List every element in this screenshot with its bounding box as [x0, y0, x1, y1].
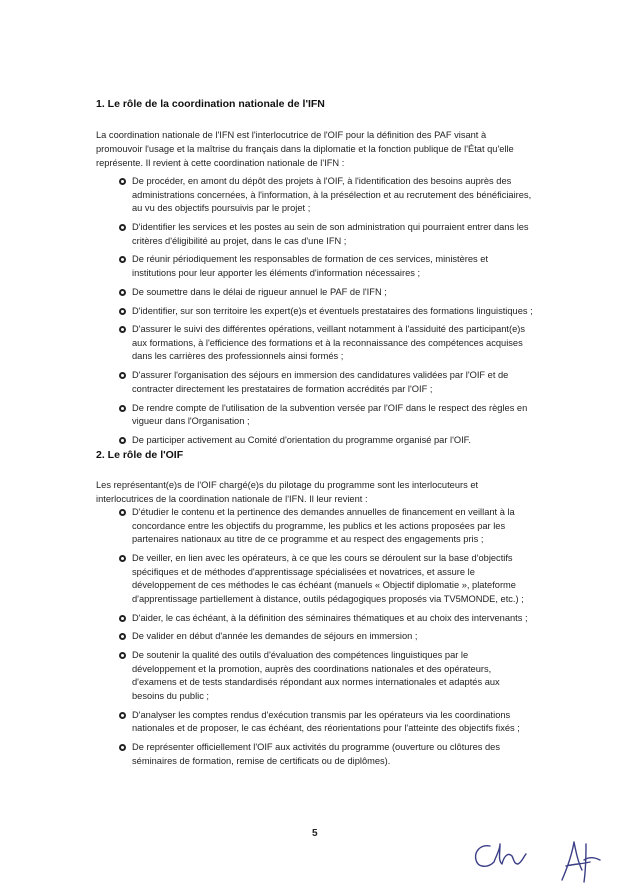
list-item — [132, 630, 534, 644]
list-item-text: De soumettre dans le délai de rigueur annuel le PAF de l'IFN ; — [132, 286, 387, 297]
bullet-icon — [119, 712, 126, 719]
list-item — [132, 434, 534, 448]
section-1-intro: La coordination nationale de l'IFN est l'interlocutrice de l'OIF pour la définition des PAF visant à promouvoir l'usage et la maîtrise du français dans la diplomatie et la fonction publique de l'État qu'elle représente. Il revient à cette coordination nationale de l'IFN : — [96, 130, 514, 168]
bullet-icon — [119, 256, 126, 263]
page-number: 5 — [312, 828, 318, 839]
list-item-text: De rendre compte de l'utilisation de la subvention versée par l'OIF dans le respect des règles en vigueur dans l'Organisation ; — [132, 402, 528, 427]
list-item — [132, 369, 534, 396]
signature-mark-icon — [556, 836, 604, 886]
list-item — [132, 506, 534, 547]
list-item — [132, 741, 534, 768]
list-item-text: D'identifier les services et les postes au sein de son administration qui pourraient entrer dans les critères d'éligibilité au projet, dans le cas d'une IFN ; — [132, 221, 529, 246]
bullet-icon — [119, 308, 126, 315]
list-item — [132, 709, 534, 736]
list-item-text: De participer activement au Comité d'orientation du programme organisé par l'OIF. — [132, 435, 471, 445]
bullet-icon — [119, 405, 126, 412]
bullet-icon — [119, 615, 126, 622]
list-item — [132, 612, 534, 626]
bullet-icon — [119, 178, 126, 185]
bullet-icon — [119, 372, 126, 379]
section-2-title: 2. Le rôle de l'OIF — [96, 449, 184, 461]
list-item — [132, 221, 534, 248]
list-item-text: D'identifier, sur son territoire les expert(e)s et éventuels prestataires des formations linguistiques ; — [132, 305, 533, 316]
list-item — [132, 175, 534, 216]
list-item — [132, 323, 534, 364]
list-item — [132, 286, 534, 300]
bullet-icon — [119, 744, 126, 751]
list-item — [132, 649, 534, 703]
bullet-icon — [119, 555, 126, 562]
list-item-text: D'analyser les comptes rendus d'exécution transmis par les opérateurs via les coordinations nationales et de proposer, le cas échéant, des réorientations pour l'atteinte des objectifs fixés ; — [132, 709, 520, 734]
list-item-text: D'étudier le contenu et la pertinence des demandes annuelles de financement en veillant à la concordance entre les objectifs du programme, les publics et les actions proposées par les partenaires nationaux au titre de ce programme et au respect des engagements pris ; — [132, 507, 515, 545]
list-item-text: De veiller, en lien avec les opérateurs, à ce que les cours se déroulent sur la base d'objectifs spécifiques et de méthodes d'apprentissage spécialisées et novatrices, et assure le développement de ces méthodes le cas échéant (manuels « Objectif diplomatie », plateforme d'apprentissage partiellement à distance, outils pédagogiques proposés via TV5MONDE, etc.) ; — [132, 552, 524, 604]
list-item-text: De représenter officiellement l'OIF aux activités du programme (ouverture ou clôtures des séminaires de formation, remise de certificats ou de diplômes). — [132, 742, 500, 766]
list-item-text: De soutenir la qualité des outils d'évaluation des compétences linguistiques par le développement et la promotion, auprès des coordinations nationales et des opérateurs, d'examens et de tests standardisés répondant aux normes internationales et adaptés aux besoins du public ; — [132, 650, 500, 701]
list-item-text: De procéder, en amont du dépôt des projets à l'OIF, à l'identification des besoins auprès des administrations concernées, à l'information, à la présélection et au recrutement des bénéficiaires, au vu des objectifs poursuivis par le projet ; — [132, 176, 532, 214]
section-1-title: 1. Le rôle de la coordination nationale de l'IFN — [96, 98, 325, 110]
bullet-icon — [119, 633, 126, 640]
bullet-icon — [119, 289, 126, 296]
list-item-text: D'aider, le cas échéant, à la définition des séminaires thématiques et au choix des intervenants ; — [132, 612, 528, 623]
list-item — [132, 552, 534, 606]
list-item-text: De réunir périodiquement les responsables de formation de ces services, ministères et institutions pour leur apporter les éléments d'information nécessaires ; — [132, 254, 489, 278]
list-item — [132, 253, 534, 280]
bullet-icon — [119, 652, 126, 659]
list-item-text: D'assurer l'organisation des séjours en immersion des candidatures validées par l'OIF et de contracter directement les prestataires de formation accrédités par l'OIF ; — [132, 370, 509, 394]
signature-initials-icon — [470, 838, 530, 872]
bullet-icon — [119, 326, 126, 333]
bullet-icon — [119, 437, 126, 444]
list-item-text: D'assurer le suivi des différentes opérations, veillant notamment à l'assiduité des participant(e)s aux formations, à l'efficience des formations et à la reconnaissance des compétences acquises dans les carrières des professionnels ainsi formés ; — [132, 324, 526, 362]
list-item — [132, 402, 534, 429]
bullet-icon — [119, 509, 126, 516]
bullet-icon — [119, 224, 126, 231]
list-item — [132, 305, 534, 319]
list-item-text: De valider en début d'année les demandes de séjours en immersion ; — [132, 631, 418, 642]
section-1-list — [132, 175, 534, 453]
section-2-list — [132, 506, 534, 773]
section-2-intro: Les représentant(e)s de l'OIF chargé(e)s du pilotage du programme sont les interlocuteurs et interlocutrices de la coordination nationale de l'IFN. Il leur revient : — [96, 480, 479, 504]
